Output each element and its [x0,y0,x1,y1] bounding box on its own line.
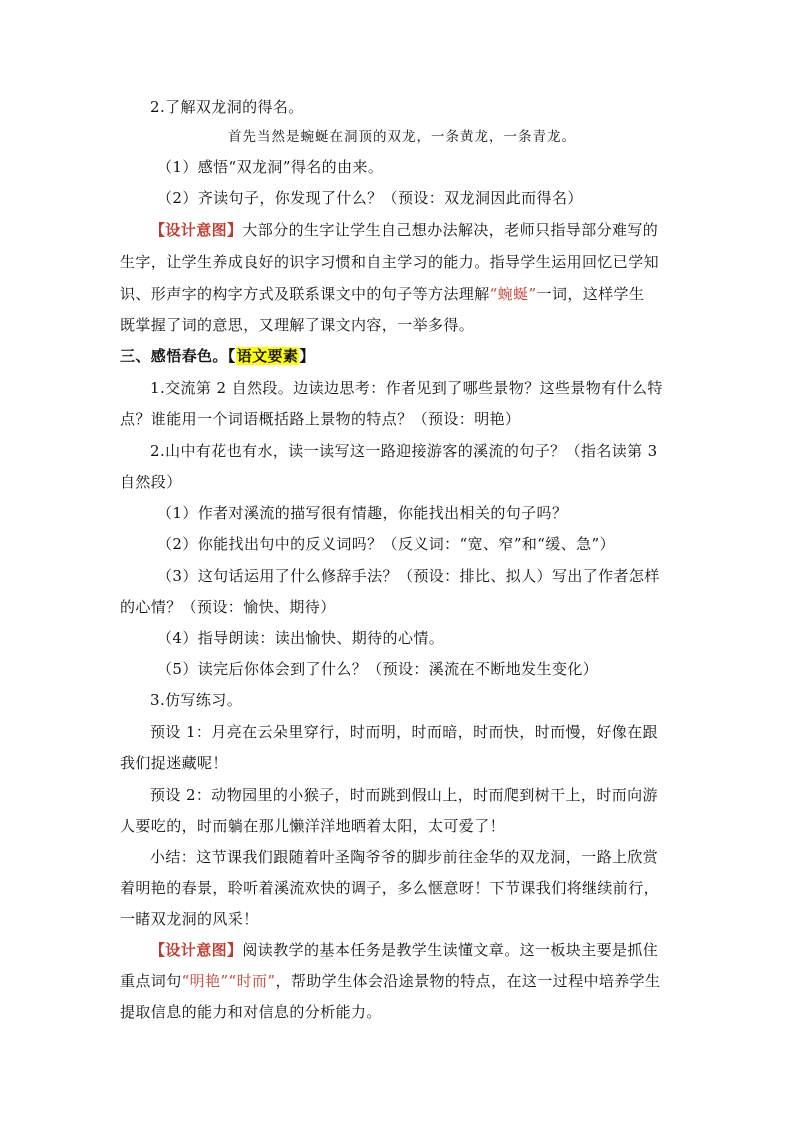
summary-paragraph: 小结：这节课我们跟随着叶圣陶爷爷的脚步前往金华的双龙洞，一路上欣赏 [150,848,659,866]
sub-item-5: （5）读完后你体会到了什么？（预设：溪流在不断地发生变化） [157,660,599,678]
paragraph-line: 我们捉迷藏呢！ [120,754,228,772]
sub-item-3: （3）这句话运用了什么修辞手法？（预设：排比、拟人）写出了作者怎样 [157,567,660,585]
text-run: 识、形声字的构字方式及联系课文中的句子等方法理解 [120,285,490,303]
paragraph-line: 自然段） [120,473,182,491]
heading-text: 三、感悟春色。【 [120,347,236,365]
sub-item-2: （2）你能找出句中的反义词吗？（反义词：“宽、窄”和“缓、急”） [157,535,616,553]
step-1: 1.交流第 2 自然段。边读边思考：作者见到了哪些景物？这些景物有什么特 [150,379,663,397]
example-1: 预设 1：月亮在云朵里穿行，时而明，时而暗，时而快，时而慢，好像在跟 [150,723,658,741]
sub-item-4: （4）指导朗读：读出愉快、期待的心情。 [157,629,445,647]
section-heading-3 [120,346,315,366]
design-intent-paragraph-1 [150,220,658,240]
paragraph-line: 人要吃的，时而躺在那儿懒洋洋地晒着太阳，太可爱了！ [120,817,506,835]
sub-item-1: （1）感悟“双龙洞”得名的由来。 [157,158,384,176]
heading-bracket: 】 [299,347,315,365]
text-run: ，帮助学生体会沿途景物的特点，在这一过程中培养学生 [275,972,661,990]
step-3: 3.仿写练习。 [150,691,243,709]
paragraph-line: 提取信息的能力和对信息的分析能力。 [120,1003,382,1021]
design-intent-tag: 【设计意图】 [150,941,243,959]
text-run: 阅读教学的基本任务是教学生读懂文章。这一板块主要是抓住 [242,941,659,959]
sub-item-1: （1）作者对溪流的描写很有情趣，你能找出相关的句子吗？ [157,504,568,522]
paragraph-line: 一睹双龙洞的风采！ [120,910,259,928]
paragraph-line: 着明艳的春景，聆听着溪流欢快的调子，多么惬意呀！下节课我们将继续前行， [120,879,660,897]
highlighted-term: “明艳”“时而” [181,972,276,990]
paragraph-line: 点？谁能用一个词语概括路上景物的特点？（预设：明艳） [120,410,521,428]
paragraph-line: 的心情？（预设：愉快、期待） [120,598,336,616]
language-element-badge: 语文要素 [236,347,299,365]
paragraph-line: 既掌握了词的意思，又理解了课文内容，一举多得。 [120,316,475,334]
section-item-2: 2.了解双龙洞的得名。 [150,98,304,116]
sub-item-2: （2）齐读句子，你发现了什么？（预设：双龙洞因此而得名） [157,189,583,207]
example-2: 预设 2：动物园里的小猴子，时而跳到假山上，时而爬到树干上，时而向游 [150,786,658,804]
design-intent-paragraph-2 [150,940,658,960]
text-run: 一词，这样学生 [536,285,645,303]
highlighted-term: “蜿蜒” [489,285,537,303]
quoted-sentence: 首先当然是蜿蜒在洞顶的双龙，一条黄龙，一条青龙。 [228,129,576,145]
step-2: 2.山中有花也有水，读一读写这一路迎接游客的溪流的句子？（指名读第 3 [150,442,658,460]
paragraph-line [120,971,661,991]
design-intent-tag: 【设计意图】 [150,221,243,239]
text-run: 重点词句 [120,972,182,990]
text-run: 大部分的生字让学生自己想办法解决，老师只指导部分难写的 [242,221,659,239]
paragraph-line: 生字，让学生养成良好的识字习惯和自主学习的能力。指导学生运用回忆已学知 [120,253,660,271]
paragraph-line [120,284,644,304]
